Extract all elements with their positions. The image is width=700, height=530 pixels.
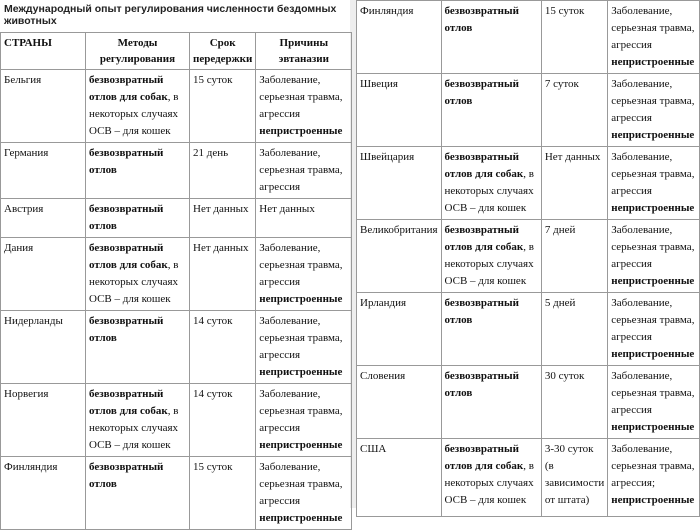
- reasons-cell: [608, 293, 700, 366]
- reasons-text: Заболевание, серьезная травма, агрессия;: [611, 443, 695, 489]
- reasons-cell: [608, 439, 700, 517]
- header-country: СТРАНЫ: [1, 33, 86, 70]
- table-row: [1, 457, 352, 530]
- method-cell: [86, 70, 190, 143]
- reasons-text: Заболевание, серьезная травма, агрессия: [611, 370, 695, 416]
- reasons-bold: непристроенные: [259, 512, 343, 524]
- country-cell: [357, 293, 442, 366]
- term-cell: [541, 147, 607, 220]
- country-cell: [357, 220, 442, 293]
- method-main: безвозвратный отлов: [89, 461, 164, 490]
- document-title: Международный опыт регулирования численности бездомных животных: [4, 3, 337, 27]
- term-value: 15 суток: [193, 461, 233, 473]
- left-table: [0, 32, 352, 530]
- reasons-bold: непристроенные: [259, 125, 343, 137]
- reasons-text: Заболевание, серьезная травма, агрессия: [259, 147, 343, 193]
- table-row: [1, 311, 352, 384]
- reasons-bold: непристроенные: [259, 366, 343, 378]
- country-name: Швеция: [360, 78, 398, 90]
- country-name: Ирландия: [360, 297, 407, 309]
- reasons-text: Заболевание, серьезная травма, агрессия: [259, 388, 343, 434]
- term-value: 3-30 суток (в зависимости от штата): [544, 443, 605, 506]
- term-cell: [190, 238, 256, 311]
- reasons-text: Заболевание, серьезная травма, агрессия: [259, 74, 343, 120]
- header-methods: Методы регулирования: [86, 33, 190, 70]
- reasons-text: Заболевание, серьезная травма, агрессия: [259, 315, 343, 361]
- method-cell: [86, 199, 190, 238]
- method-note: , в некоторых случаях ОСВ – для кошек: [444, 241, 534, 287]
- country-name: Великобритания: [360, 224, 438, 236]
- header-reasons: Причины эвтаназии: [256, 33, 352, 70]
- term-cell: [541, 1, 607, 74]
- country-name: Австрия: [4, 203, 44, 215]
- reasons-text: Заболевание, серьезная травма, агрессия: [611, 297, 695, 343]
- method-cell: [441, 366, 541, 439]
- method-cell: [441, 147, 541, 220]
- country-name: Словения: [360, 370, 406, 382]
- reasons-text: Заболевание, серьезная травма, агрессия: [611, 224, 695, 270]
- reasons-bold: непристроенные: [611, 202, 695, 214]
- country-cell: [1, 311, 86, 384]
- reasons-text: Заболевание, серьезная травма, агрессия: [611, 78, 695, 124]
- reasons-cell: [608, 147, 700, 220]
- method-cell: [441, 439, 541, 517]
- header-term: Срок передержки: [190, 33, 256, 70]
- term-value: 14 суток: [193, 315, 233, 327]
- reasons-bold: непристроенные: [259, 439, 343, 451]
- country-cell: [357, 147, 442, 220]
- method-cell: [441, 220, 541, 293]
- country-name: Финляндия: [4, 461, 58, 473]
- table-row: [357, 74, 700, 147]
- method-cell: [441, 74, 541, 147]
- method-note: , в некоторых случаях ОСВ – для кошек: [444, 168, 534, 214]
- term-cell: [541, 439, 607, 517]
- country-name: Нидерланды: [4, 315, 63, 327]
- term-value: Нет данных: [193, 203, 249, 215]
- method-note: , в некоторых случаях ОСВ – для кошек: [89, 259, 179, 305]
- method-main: безвозвратный отлов: [444, 5, 519, 34]
- method-note: , в некоторых случаях ОСВ – для кошек: [89, 405, 179, 451]
- method-main: безвозвратный отлов: [89, 203, 164, 232]
- country-cell: [1, 238, 86, 311]
- reasons-bold: непристроенные: [611, 275, 695, 287]
- right-table: [356, 0, 700, 517]
- method-main: безвозвратный отлов: [89, 315, 164, 344]
- reasons-cell: [256, 70, 352, 143]
- method-cell: [441, 1, 541, 74]
- reasons-cell: [256, 238, 352, 311]
- term-value: 14 суток: [193, 388, 233, 400]
- term-value: 7 суток: [544, 78, 579, 90]
- table-row: [1, 384, 352, 457]
- method-main: безвозвратный отлов: [444, 370, 519, 399]
- country-name: США: [360, 443, 387, 455]
- reasons-cell: [256, 143, 352, 199]
- method-main: безвозвратный отлов для собак: [444, 443, 524, 472]
- term-value: 15 суток: [544, 5, 585, 17]
- reasons-bold: непристроенные: [611, 421, 695, 433]
- method-main: безвозвратный отлов: [444, 78, 519, 107]
- reasons-cell: [256, 199, 352, 238]
- country-name: Норвегия: [4, 388, 49, 400]
- reasons-bold: непристроенные: [259, 293, 343, 305]
- reasons-text: Нет данных: [259, 203, 315, 215]
- term-value: 7 дней: [544, 224, 576, 236]
- term-value: 5 дней: [544, 297, 576, 309]
- reasons-cell: [608, 220, 700, 293]
- reasons-text: Заболевание, серьезная травма, агрессия: [259, 242, 343, 288]
- term-cell: [190, 70, 256, 143]
- table-header-row: [1, 33, 352, 70]
- reasons-cell: [608, 74, 700, 147]
- table-row: [1, 199, 352, 238]
- method-note: , в некоторых случаях ОСВ – для кошек: [89, 91, 179, 137]
- term-value: Нет данных: [544, 151, 601, 163]
- method-cell: [441, 293, 541, 366]
- reasons-cell: [256, 311, 352, 384]
- method-cell: [86, 143, 190, 199]
- term-cell: [541, 293, 607, 366]
- country-cell: [1, 457, 86, 530]
- country-cell: [1, 199, 86, 238]
- country-cell: [1, 70, 86, 143]
- reasons-cell: [608, 366, 700, 439]
- term-value: Нет данных: [193, 242, 249, 254]
- term-cell: [190, 199, 256, 238]
- reasons-cell: [608, 1, 700, 74]
- table-row: [1, 238, 352, 311]
- country-cell: [1, 143, 86, 199]
- table-row: [1, 70, 352, 143]
- term-cell: [190, 143, 256, 199]
- method-main: безвозвратный отлов: [444, 297, 519, 326]
- method-main: безвозвратный отлов для собак: [89, 242, 168, 271]
- table-row: [1, 143, 352, 199]
- country-cell: [1, 384, 86, 457]
- table-row: [357, 366, 700, 439]
- country-name: Швейцария: [360, 151, 415, 163]
- reasons-cell: [256, 457, 352, 530]
- reasons-bold: непристроенные: [611, 348, 695, 360]
- method-main: безвозвратный отлов для собак: [89, 388, 168, 417]
- reasons-bold: непристроенные: [611, 129, 695, 141]
- reasons-bold: непристроенные: [611, 494, 695, 506]
- method-main: безвозвратный отлов: [89, 147, 164, 176]
- country-cell: [357, 74, 442, 147]
- method-main: безвозвратный отлов для собак: [444, 224, 524, 253]
- method-main: безвозвратный отлов для собак: [444, 151, 524, 180]
- term-cell: [190, 311, 256, 384]
- method-cell: [86, 457, 190, 530]
- reasons-cell: [256, 384, 352, 457]
- country-name: Бельгия: [4, 74, 42, 86]
- method-cell: [86, 384, 190, 457]
- term-cell: [541, 74, 607, 147]
- method-cell: [86, 311, 190, 384]
- country-cell: [357, 366, 442, 439]
- reasons-text: Заболевание, серьезная травма, агрессия: [611, 151, 695, 197]
- table-row: [357, 147, 700, 220]
- country-name: Дания: [4, 242, 34, 254]
- country-name: Германия: [4, 147, 49, 159]
- method-cell: [86, 238, 190, 311]
- reasons-bold: непристроенные: [611, 56, 695, 68]
- term-value: 21 день: [193, 147, 229, 159]
- table-row: [357, 293, 700, 366]
- term-cell: [541, 366, 607, 439]
- table-row: [357, 220, 700, 293]
- reasons-text: Заболевание, серьезная травма, агрессия: [611, 5, 695, 51]
- table-row: [357, 439, 700, 517]
- method-note: , в некоторых случаях ОСВ – для кошек: [444, 460, 534, 506]
- term-cell: [190, 457, 256, 530]
- country-name: Финляндия: [360, 5, 414, 17]
- country-cell: [357, 1, 442, 74]
- term-value: 30 суток: [544, 370, 585, 382]
- term-value: 15 суток: [193, 74, 233, 86]
- reasons-text: Заболевание, серьезная травма, агрессия: [259, 461, 343, 507]
- term-cell: [541, 220, 607, 293]
- term-cell: [190, 384, 256, 457]
- country-cell: [357, 439, 442, 517]
- table-row: [357, 1, 700, 74]
- method-main: безвозвратный отлов для собак: [89, 74, 168, 103]
